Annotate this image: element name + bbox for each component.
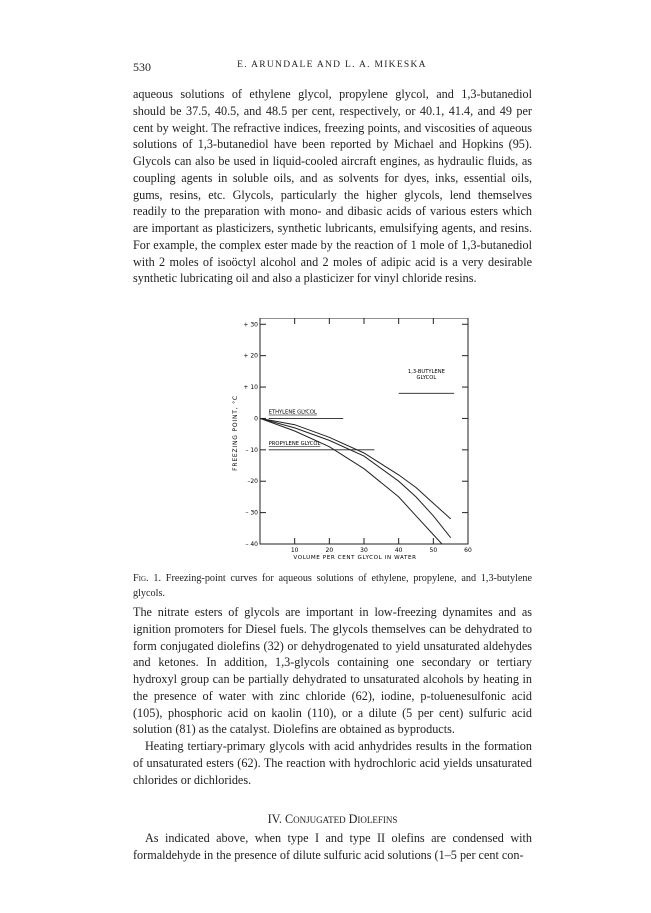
y-tick-label: + 30 <box>243 321 258 329</box>
page-header <box>133 60 531 76</box>
y-tick-label: 0 <box>254 415 258 423</box>
x-tick-label: 60 <box>464 547 472 554</box>
paragraph-nitrate-esters: The nitrate esters of glycols are important in low-freezing dynamites and as ignition promoters for Diesel fuels. The glycols themselves can be dehydrated to form conjugated diolefins (32) or dehydrogenated to yield unsaturated aldehydes and ketones. In addition, 1,3-glycols containing one secondary or tertiary hydroxyl group can be partially dehydrated to unsaturated alcohols by heating in the presence of water with zinc chloride (62), iodine, p-toluenesulfonic acid (105), phosphoric acid on kaolin (110), or a dilute (5 per cent) sulfuric acid solution (81) as the catalyst. Diolefins are obtained as byproducts. <box>133 605 532 737</box>
x-axis-label: VOLUME PER CENT GLYCOL IN WATER <box>293 555 417 561</box>
running-head: E. ARUNDALE AND L. A. MIKESKA <box>237 60 427 70</box>
y-tick-label: + 20 <box>243 352 258 360</box>
x-tick-label: 10 <box>290 547 299 554</box>
y-axis-ticks <box>243 321 468 548</box>
paragraph-glycol-uses: aqueous solutions of ethylene glycol, propylene glycol, and 1,3-butanediol should be 37.5, 40.5, and 48.5 per cent, respectively, or 40.1, 41.4, and 49 per cent by weight. The refractive indices, freezing points, and viscosities of aqueous solutions of 1,3-butanediol have been reported by Michael and Hopkins (95). Glycols can also be used in liquid-cooled aircraft engines, as hydraulic fluids, as coupling agents in soluble oils, and as solvents for dyes, inks, essential oils, gums, resins, etc. Glycols, particularly the higher glycols, lend themselves readily to the preparation with mono- and dibasic acids of various esters which are important as plasticizers, synthetic lubricants, emulsifying agents, and resins. For example, the complex ester made by the reaction of 1 mole of 1,3-butanediol with 2 moles of isoöctyl alcohol and 2 moles of adipic acid is a very desirable synthetic lubricating oil and also a plasticizer for vinyl chloride resins. <box>133 87 532 286</box>
curve-propylene-glycol <box>260 418 451 537</box>
y-axis-label: FREEZING POINT, °C <box>232 395 239 471</box>
x-tick-label: 20 <box>325 547 334 554</box>
y-tick-label: – 10 <box>245 446 258 454</box>
y-tick-label: –20 <box>247 478 258 486</box>
x-tick-label: 50 <box>429 547 438 554</box>
figure-caption-text: Freezing-point curves for aqueous solutions of ethylene, propylene, and 1,3-butylene glycols. <box>133 573 533 599</box>
top-ticks <box>295 318 468 324</box>
series-label: ETHYLENE GLYCOL <box>268 409 317 416</box>
y-tick-label: – 40 <box>245 541 258 548</box>
curve-ethylene-glycol <box>260 418 451 553</box>
text-block-nitrate-esters <box>133 604 532 788</box>
plot-frame <box>260 318 468 544</box>
x-tick-label: 30 <box>360 547 368 554</box>
series-label: 1,3-BUTYLENE GLYCOL <box>407 368 445 381</box>
curves <box>260 369 454 553</box>
series-label: PROPYLENE GLYCOL <box>268 441 321 448</box>
x-axis-ticks <box>291 538 472 554</box>
freezing-point-chart <box>230 318 480 563</box>
x-tick-label: 40 <box>394 547 403 554</box>
paragraph-unsaturated-esters: Heating tertiary-primary glycols with acid anhydrides results in the formation of unsaturated esters (62). The reaction with hydrochloric acid yields unsaturated chlorides or dichlorides. <box>133 739 532 787</box>
y-tick-label: – 30 <box>245 509 258 517</box>
page-number: 530 <box>133 60 151 74</box>
section-heading: IV. Conjugated Diolefins <box>267 812 398 826</box>
figure-caption <box>133 572 532 601</box>
paragraph-conjugated-diolefins: As indicated above, when type I and type II olefins are condensed with formaldehyde in the presence of dilute sulfuric acid solutions (1–5 per cent con- <box>133 831 532 862</box>
figure-caption-label: Fig. 1. <box>133 573 162 584</box>
y-tick-label: + 10 <box>243 384 258 392</box>
